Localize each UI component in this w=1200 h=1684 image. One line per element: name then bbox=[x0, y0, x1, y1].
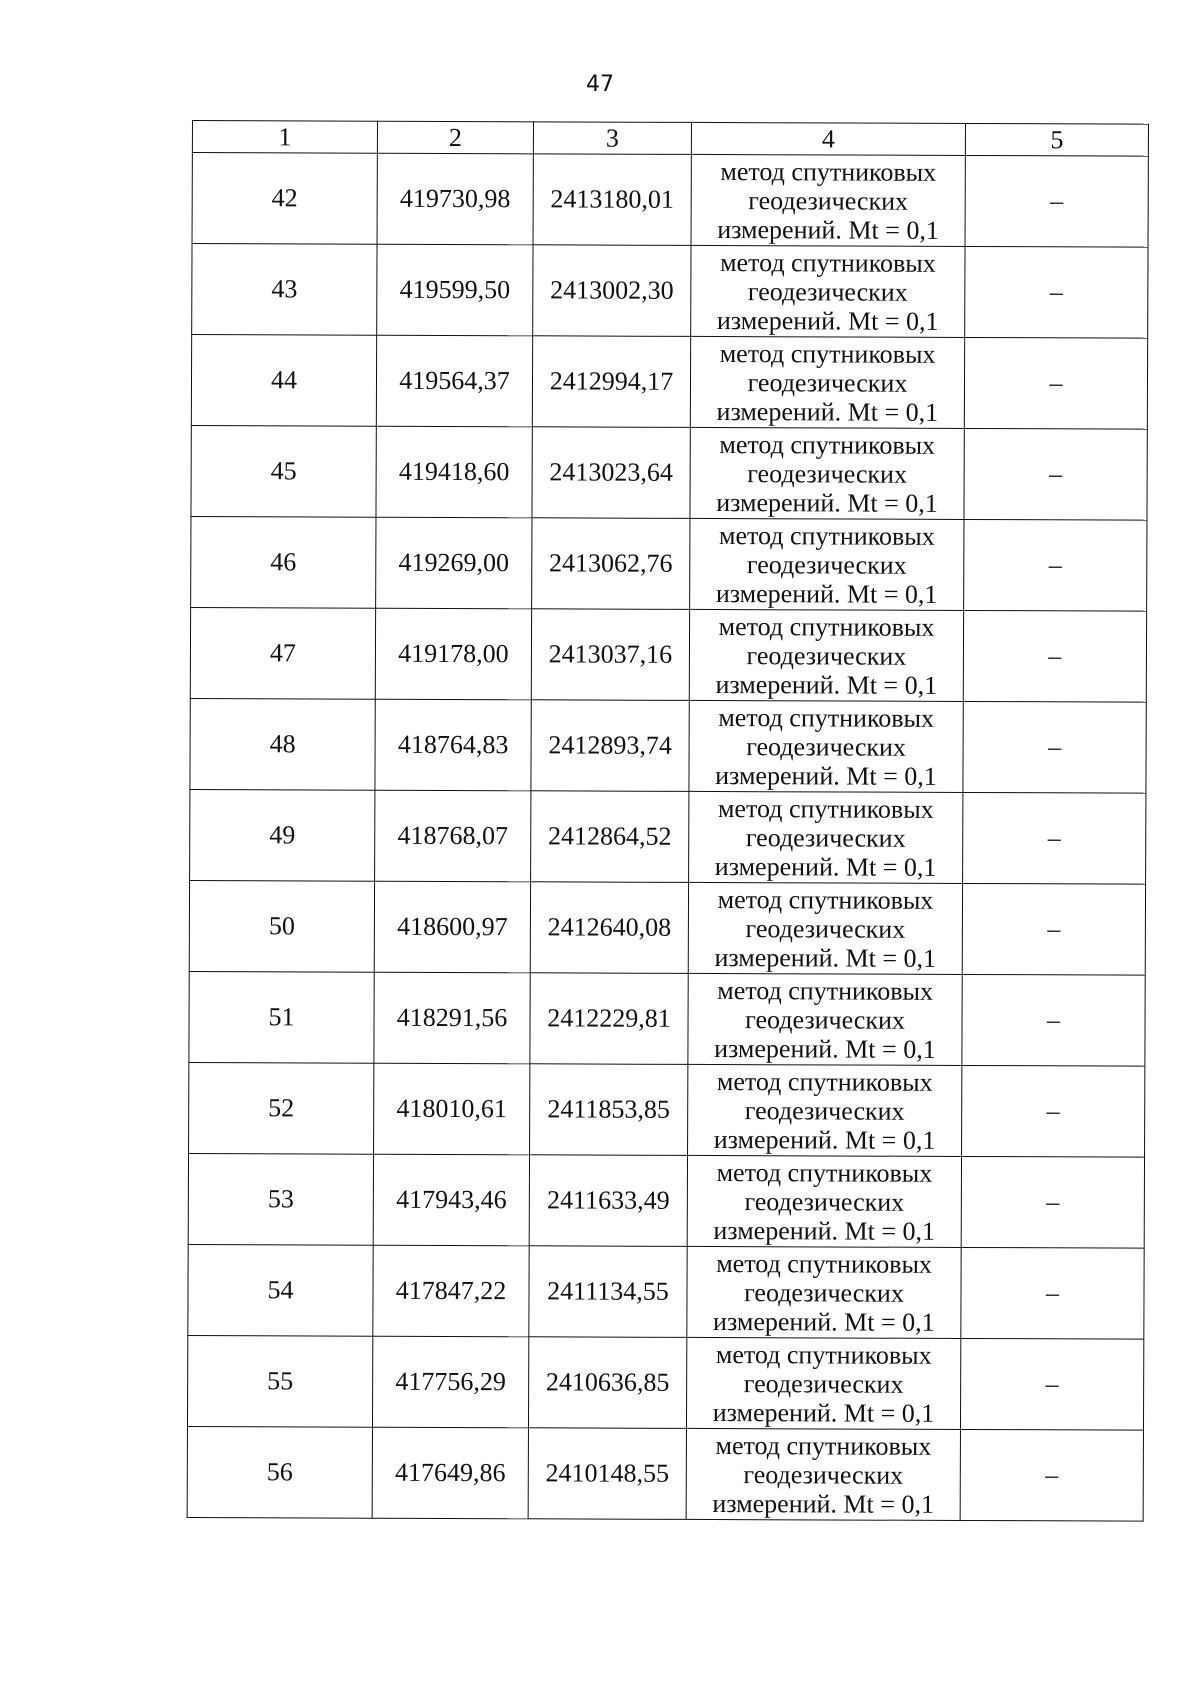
column-header-4: 4 bbox=[691, 122, 965, 155]
method-line: метод спутниковых bbox=[719, 338, 936, 369]
x-coordinate-cell: 417943,46 bbox=[373, 1154, 529, 1246]
y-coordinate-cell: 2413002,30 bbox=[533, 245, 691, 337]
method-line: метод спутниковых bbox=[715, 1430, 932, 1461]
y-coordinate-cell: 2413180,01 bbox=[533, 154, 691, 246]
method-line: измерений. Mt = 0,1 bbox=[712, 1397, 935, 1428]
x-coordinate-cell: 417649,86 bbox=[372, 1427, 528, 1519]
method-cell bbox=[689, 700, 963, 792]
point-number-cell: 45 bbox=[191, 425, 376, 517]
method-line: метод спутниковых bbox=[716, 1066, 933, 1097]
point-number-cell: 47 bbox=[190, 607, 375, 699]
y-coordinate-cell: 2412864,52 bbox=[531, 791, 689, 883]
column-header-5: 5 bbox=[965, 123, 1148, 156]
note-cell: – bbox=[965, 155, 1148, 247]
table-body bbox=[187, 153, 1148, 1522]
column-header-1: 1 bbox=[192, 121, 377, 154]
method-line: метод спутниковых bbox=[718, 702, 935, 733]
method-line: измерений. Mt = 0,1 bbox=[716, 305, 939, 336]
x-coordinate-cell: 418600,97 bbox=[374, 881, 530, 973]
y-coordinate-cell: 2412640,08 bbox=[530, 882, 688, 974]
method-line: геодезических bbox=[745, 1004, 905, 1035]
method-line: геодезических bbox=[746, 640, 907, 671]
method-line: геодезических bbox=[747, 276, 908, 307]
x-coordinate-cell: 419564,37 bbox=[376, 335, 532, 427]
method-cell bbox=[689, 791, 963, 883]
coordinates-table bbox=[187, 120, 1149, 1522]
note-cell: – bbox=[964, 519, 1147, 611]
y-coordinate-cell: 2413023,64 bbox=[532, 427, 690, 519]
note-cell: – bbox=[965, 246, 1148, 338]
method-line: метод спутниковых bbox=[715, 1339, 932, 1370]
method-cell bbox=[691, 245, 965, 337]
method-line: геодезических bbox=[743, 1368, 904, 1399]
method-cell bbox=[686, 1337, 960, 1429]
y-coordinate-cell: 2412893,74 bbox=[531, 700, 689, 792]
x-coordinate-cell: 417847,22 bbox=[373, 1245, 529, 1337]
table-row bbox=[189, 971, 1145, 1066]
method-line: геодезических bbox=[747, 458, 908, 489]
method-line: измерений. Mt = 0,1 bbox=[714, 1033, 936, 1064]
method-line: метод спутниковых bbox=[718, 611, 935, 642]
method-line: измерений. Mt = 0,1 bbox=[717, 214, 939, 245]
x-coordinate-cell: 417756,29 bbox=[372, 1336, 528, 1428]
y-coordinate-cell: 2412994,17 bbox=[532, 336, 690, 428]
note-cell: – bbox=[961, 1156, 1144, 1248]
x-coordinate-cell: 419269,00 bbox=[376, 517, 532, 609]
point-number-cell: 56 bbox=[187, 1426, 372, 1518]
method-line: измерений. Mt = 0,1 bbox=[714, 851, 937, 882]
table-row bbox=[192, 244, 1148, 339]
method-line: измерений. Mt = 0,1 bbox=[715, 669, 938, 700]
note-cell: – bbox=[963, 792, 1146, 884]
table-row bbox=[190, 789, 1146, 884]
table-row bbox=[190, 698, 1146, 793]
table-row bbox=[189, 880, 1145, 975]
point-number-cell: 44 bbox=[191, 335, 376, 427]
note-cell: – bbox=[960, 1429, 1143, 1521]
method-cell bbox=[688, 973, 962, 1065]
method-line: измерений. Mt = 0,1 bbox=[716, 487, 938, 518]
note-cell: – bbox=[963, 701, 1146, 793]
table-row bbox=[192, 153, 1148, 248]
method-cell bbox=[690, 518, 964, 610]
y-coordinate-cell: 2410148,55 bbox=[528, 1428, 686, 1520]
method-cell bbox=[686, 1428, 960, 1520]
x-coordinate-cell: 418010,61 bbox=[374, 1063, 530, 1155]
x-coordinate-cell: 419730,98 bbox=[377, 153, 533, 245]
method-line: геодезических bbox=[745, 913, 906, 944]
method-line: геодезических bbox=[747, 367, 908, 398]
method-line: геодезических bbox=[746, 731, 907, 762]
method-line: метод спутниковых bbox=[717, 884, 934, 915]
y-coordinate-cell: 2413062,76 bbox=[532, 518, 690, 610]
table-row bbox=[188, 1244, 1144, 1339]
method-line: измерений. Mt = 0,1 bbox=[714, 942, 937, 973]
method-line: метод спутниковых bbox=[718, 520, 935, 551]
page-number: 47 bbox=[586, 72, 614, 97]
method-line: геодезических bbox=[743, 1459, 904, 1490]
point-number-cell: 53 bbox=[188, 1153, 373, 1245]
method-line: измерений. Mt = 0,1 bbox=[715, 760, 937, 791]
method-line: измерений. Mt = 0,1 bbox=[713, 1215, 936, 1246]
method-cell bbox=[688, 882, 962, 974]
y-coordinate-cell: 2411633,49 bbox=[529, 1155, 687, 1247]
table-row bbox=[189, 1062, 1145, 1157]
method-cell bbox=[691, 154, 965, 246]
method-line: метод спутниковых bbox=[717, 975, 934, 1006]
method-cell bbox=[688, 1064, 962, 1156]
column-header-2: 2 bbox=[377, 121, 533, 154]
note-cell: – bbox=[964, 428, 1147, 520]
method-line: метод спутниковых bbox=[720, 247, 936, 278]
x-coordinate-cell: 419178,00 bbox=[375, 608, 531, 700]
point-number-cell: 51 bbox=[189, 971, 374, 1063]
method-cell bbox=[690, 336, 964, 428]
method-line: метод спутниковых bbox=[716, 1248, 933, 1279]
table-row bbox=[191, 335, 1147, 430]
method-line: измерений. Mt = 0,1 bbox=[712, 1488, 935, 1519]
x-coordinate-cell: 419599,50 bbox=[377, 244, 533, 336]
note-cell: – bbox=[961, 1247, 1144, 1339]
point-number-cell: 52 bbox=[189, 1062, 374, 1154]
method-line: геодезических bbox=[745, 822, 906, 853]
table-row bbox=[191, 425, 1147, 520]
table-row bbox=[190, 607, 1146, 702]
y-coordinate-cell: 2412229,81 bbox=[530, 973, 688, 1065]
method-line: метод спутниковых bbox=[717, 793, 934, 824]
method-line: геодезических bbox=[748, 185, 909, 216]
table-row bbox=[188, 1153, 1144, 1248]
column-header-3: 3 bbox=[533, 122, 691, 155]
point-number-cell: 46 bbox=[191, 516, 376, 608]
point-number-cell: 49 bbox=[190, 789, 375, 881]
method-cell bbox=[689, 609, 963, 701]
table-row bbox=[187, 1426, 1143, 1521]
x-coordinate-cell: 419418,60 bbox=[376, 426, 532, 518]
table-row bbox=[191, 516, 1147, 611]
note-cell: – bbox=[962, 883, 1145, 975]
method-line: геодезических bbox=[744, 1277, 904, 1308]
note-cell: – bbox=[963, 610, 1146, 702]
y-coordinate-cell: 2410636,85 bbox=[528, 1337, 686, 1429]
y-coordinate-cell: 2411853,85 bbox=[530, 1064, 688, 1156]
x-coordinate-cell: 418764,83 bbox=[375, 699, 531, 791]
point-number-cell: 55 bbox=[187, 1335, 372, 1427]
point-number-cell: 48 bbox=[190, 698, 375, 790]
point-number-cell: 43 bbox=[192, 244, 377, 336]
method-cell bbox=[687, 1246, 961, 1338]
point-number-cell: 42 bbox=[192, 153, 377, 245]
method-line: метод спутниковых bbox=[720, 156, 937, 187]
point-number-cell: 50 bbox=[189, 880, 374, 972]
header-row bbox=[192, 121, 1148, 157]
method-line: геодезических bbox=[744, 1186, 905, 1217]
method-line: измерений. Mt = 0,1 bbox=[713, 1124, 936, 1155]
method-line: геодезических bbox=[746, 549, 907, 580]
method-line: измерений. Mt = 0,1 bbox=[716, 396, 939, 427]
note-cell: – bbox=[962, 974, 1145, 1066]
point-number-cell: 54 bbox=[188, 1244, 373, 1336]
table-row bbox=[187, 1335, 1143, 1430]
note-cell: – bbox=[964, 337, 1147, 429]
note-cell: – bbox=[962, 1065, 1145, 1157]
method-cell bbox=[690, 427, 964, 519]
y-coordinate-cell: 2411134,55 bbox=[529, 1246, 687, 1338]
method-line: измерений. Mt = 0,1 bbox=[715, 578, 938, 609]
method-line: геодезических bbox=[744, 1095, 905, 1126]
note-cell: – bbox=[960, 1338, 1143, 1430]
table-header bbox=[192, 121, 1148, 157]
method-line: измерений. Mt = 0,1 bbox=[713, 1306, 935, 1337]
method-line: метод спутниковых bbox=[719, 429, 936, 460]
x-coordinate-cell: 418291,56 bbox=[374, 972, 530, 1064]
method-cell bbox=[687, 1155, 961, 1247]
y-coordinate-cell: 2413037,16 bbox=[531, 609, 689, 701]
method-line: метод спутниковых bbox=[716, 1157, 933, 1188]
x-coordinate-cell: 418768,07 bbox=[375, 790, 531, 882]
